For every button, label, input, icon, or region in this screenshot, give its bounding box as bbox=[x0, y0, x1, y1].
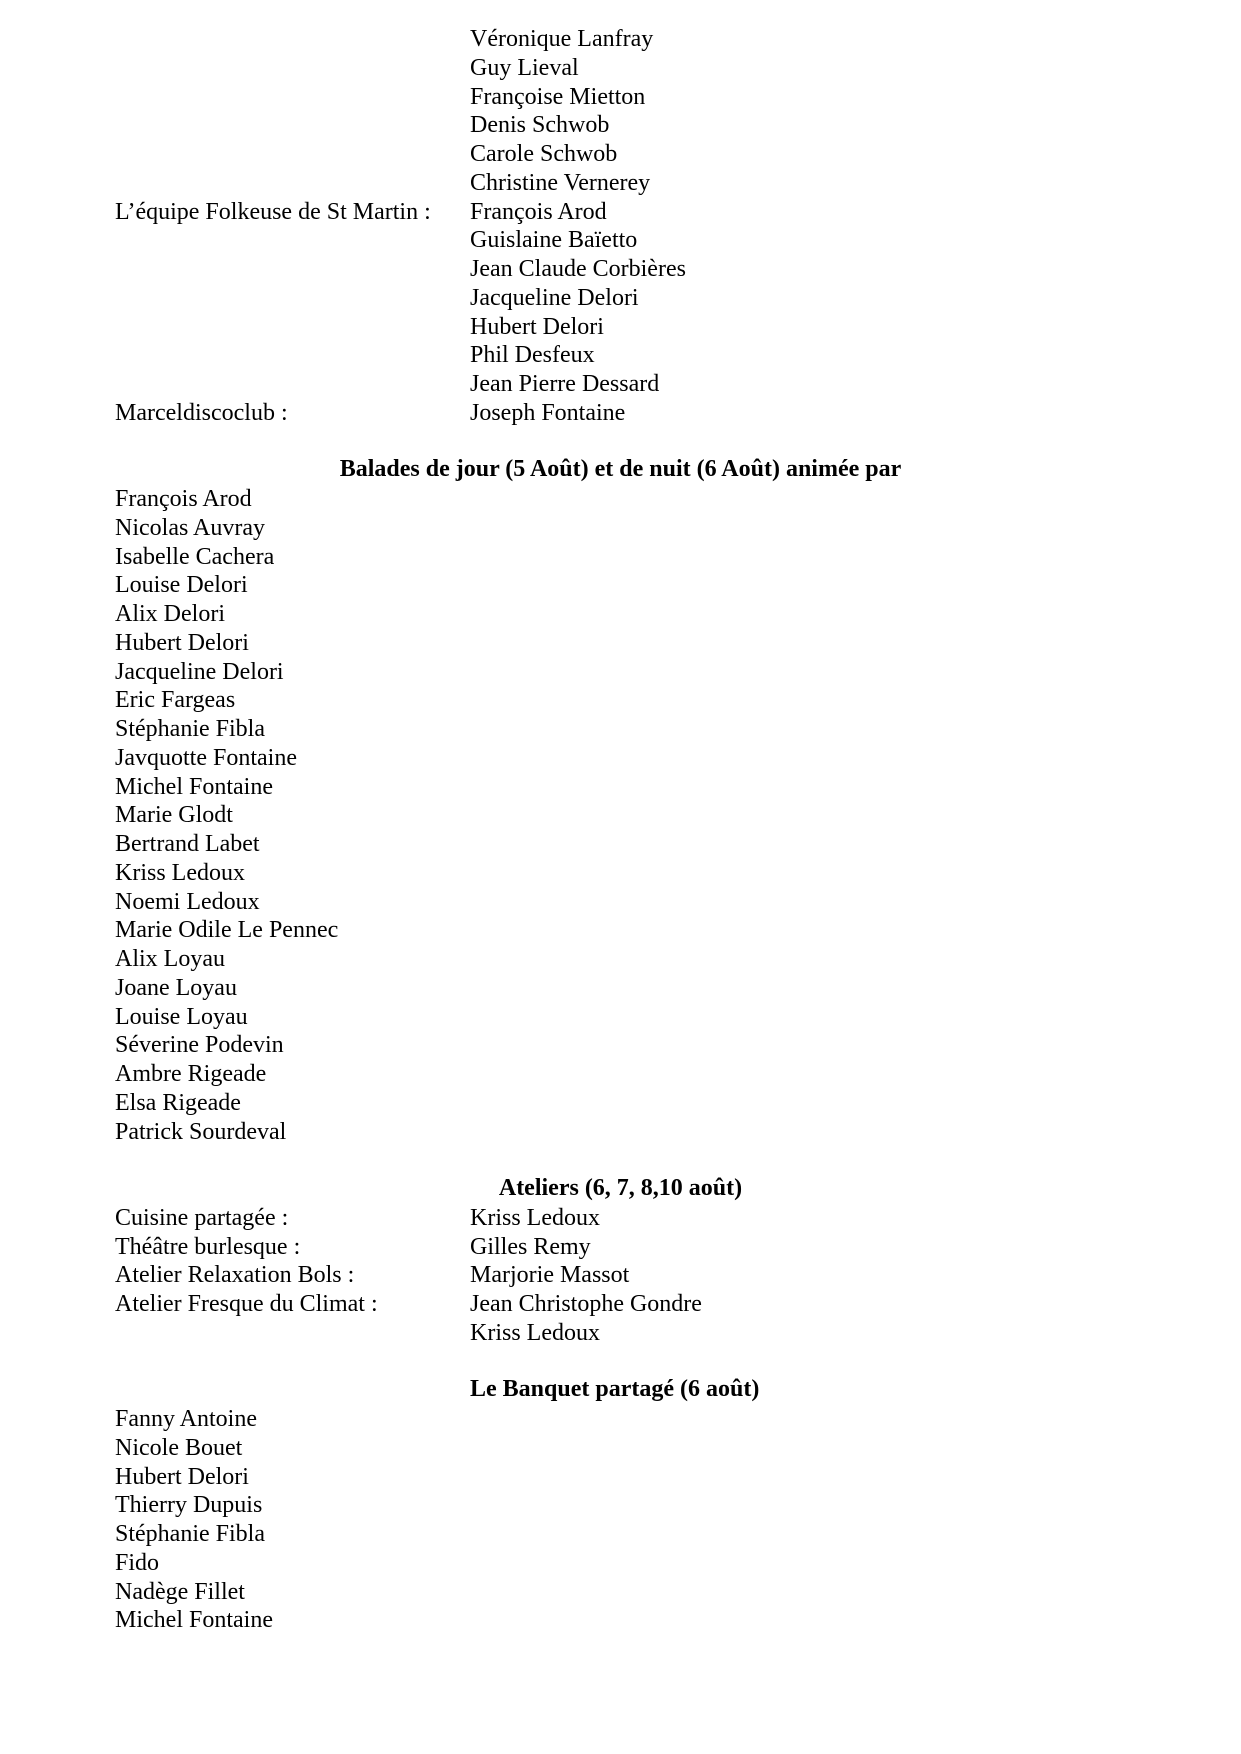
guide-name: Ambre Rigeade bbox=[115, 1061, 267, 1087]
banquet-name: Michel Fontaine bbox=[115, 1607, 273, 1634]
atelier-host: Kriss Ledoux bbox=[470, 1319, 600, 1346]
section-heading-banquet: Le Banquet partagé (6 août) bbox=[470, 1376, 760, 1403]
member-name: Jean Pierre Dessard bbox=[470, 371, 660, 397]
guide-name: Eric Fargeas bbox=[115, 687, 236, 714]
banquet-name: Thierry Dupuis bbox=[115, 1492, 263, 1519]
atelier-label: Cuisine partagée : bbox=[115, 1204, 289, 1231]
member-name: François Arod bbox=[470, 198, 607, 225]
guide-name: Alix Delori bbox=[115, 601, 225, 627]
guide-name: Noemi Ledoux bbox=[115, 888, 260, 915]
guide-name: Marie Odile Le Pennec bbox=[115, 917, 339, 944]
group-label: L’équipe Folkeuse de St Martin : bbox=[115, 198, 431, 225]
banquet-name: Stéphanie Fibla bbox=[115, 1521, 265, 1547]
guide-name: Stéphanie Fibla bbox=[115, 716, 265, 742]
member-name: Christine Vernerey bbox=[470, 169, 651, 196]
atelier-label: Atelier Fresque du Climat : bbox=[115, 1291, 378, 1317]
section-heading-ateliers: Ateliers (6, 7, 8,10 août) bbox=[498, 1175, 743, 1201]
atelier-host: Kriss Ledoux bbox=[470, 1204, 600, 1231]
guide-name: François Arod bbox=[115, 486, 252, 512]
guide-name: Marie Glodt bbox=[115, 802, 233, 829]
member-name: Denis Schwob bbox=[470, 112, 610, 139]
member-name: Jean Claude Corbières bbox=[470, 256, 686, 282]
guide-name: Javquotte Fontaine bbox=[115, 744, 297, 771]
member-name: Véronique Lanfray bbox=[470, 26, 654, 52]
guide-name: Nicolas Auvray bbox=[115, 514, 265, 541]
atelier-host: Jean Christophe Gondre bbox=[470, 1291, 702, 1317]
guide-name: Hubert Delori bbox=[115, 629, 249, 656]
guide-name: Isabelle Cachera bbox=[115, 543, 275, 570]
group-label: Marceldiscoclub : bbox=[115, 399, 288, 426]
banquet-name: Nicole Bouet bbox=[115, 1434, 243, 1461]
member-name: Hubert Delori bbox=[470, 313, 604, 340]
guide-name: Bertrand Labet bbox=[115, 831, 260, 857]
member-name: Joseph Fontaine bbox=[470, 399, 626, 426]
guide-name: Jacqueline Delori bbox=[115, 658, 284, 685]
guide-name: Joane Loyau bbox=[115, 974, 237, 1001]
banquet-name: Fanny Antoine bbox=[115, 1406, 257, 1432]
atelier-label: Théâtre burlesque : bbox=[115, 1233, 301, 1260]
atelier-host: Marjorie Massot bbox=[470, 1262, 630, 1289]
atelier-label: Atelier Relaxation Bols : bbox=[115, 1262, 355, 1289]
member-name: Carole Schwob bbox=[470, 141, 618, 167]
banquet-name: Fido bbox=[115, 1549, 160, 1576]
guide-name: Séverine Podevin bbox=[115, 1032, 284, 1059]
guide-name: Louise Loyau bbox=[115, 1003, 248, 1030]
guide-name: Michel Fontaine bbox=[115, 773, 273, 800]
atelier-host: Gilles Remy bbox=[470, 1233, 591, 1260]
guide-name: Patrick Sourdeval bbox=[115, 1118, 287, 1145]
guide-name: Alix Loyau bbox=[115, 946, 225, 972]
member-name: Guislaine Baïetto bbox=[470, 227, 638, 254]
banquet-name: Nadège Fillet bbox=[115, 1578, 245, 1605]
guide-name: Elsa Rigeade bbox=[115, 1089, 241, 1116]
member-name: Jacqueline Delori bbox=[470, 284, 639, 311]
member-name: Françoise Mietton bbox=[470, 83, 646, 110]
section-heading-balades: Balades de jour (5 Août) et de nuit (6 Août) animée par bbox=[339, 456, 902, 483]
banquet-name: Hubert Delori bbox=[115, 1463, 249, 1490]
guide-name: Kriss Ledoux bbox=[115, 859, 245, 886]
member-name: Phil Desfeux bbox=[470, 342, 595, 369]
guide-name: Louise Delori bbox=[115, 572, 248, 599]
member-name: Guy Lieval bbox=[470, 54, 579, 81]
